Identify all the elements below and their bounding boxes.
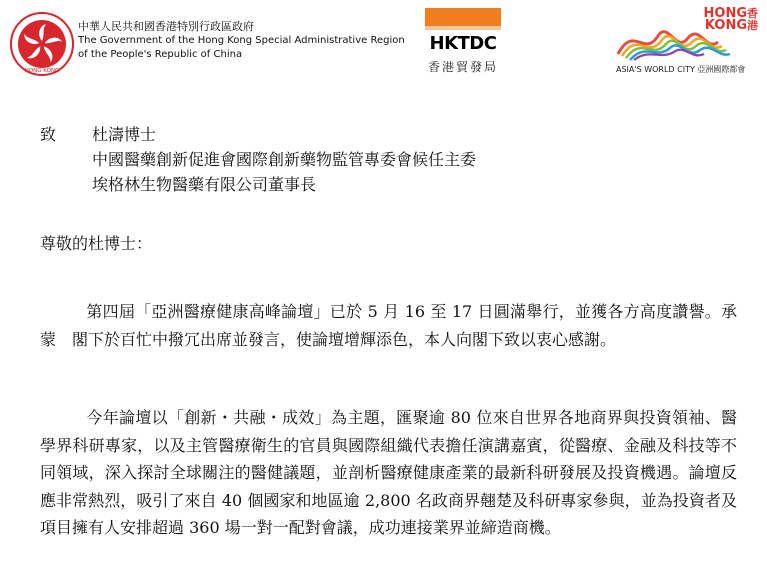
- brand-hong-kong-tagline: ASIA'S WORLD CITY 亞洲國際都會: [616, 65, 746, 74]
- body-paragraph-2: 今年論壇以「創新・共融・成效」為主題，匯聚逾 80 位來自世界各地商界與投資領袖、醫學界科研專家，以及主管醫療衛生的官員與國際組織代表擔任演講嘉賓，從醫療、金融及科技等不同領域，深入探討全球關注的醫健議題，並剖析醫療健康產業的最新科研發展及投資機遇。論壇反應非常熱烈，吸引了來自 40 個國家和地區逾 2,800 名政商界翹楚及科研專家參與，並為投資者及項目擁有人安排超過 360 場一對一配對會議，成功連接業界並締造商機。: [40, 408, 737, 537]
- wordmark-zh-1: 香: [747, 7, 758, 20]
- wordmark-zh-2: 港: [747, 19, 758, 32]
- hktdc-logo: [425, 8, 501, 72]
- brand-hong-kong-wordmark: [704, 8, 758, 32]
- salutation: 尊敬的杜博士：: [40, 234, 153, 253]
- addressee-to-label: 致: [40, 125, 57, 144]
- government-name-en-line2: of the People's Republic of China: [78, 49, 243, 60]
- brand-hong-kong-logo: [614, 6, 762, 76]
- government-name: [78, 20, 405, 62]
- government-name-en-line1: The Government of the Hong Kong Special Administrative Region: [78, 35, 405, 46]
- addressee-name: 杜濤博士: [92, 125, 157, 144]
- letterhead: [0, 0, 767, 90]
- government-name-zh: 中華人民共和國香港特別行政區政府: [78, 20, 254, 33]
- hktdc-mark-icon: [425, 8, 501, 52]
- body-paragraph-1: 第四屆「亞洲醫療健康高峰論壇」已於 5 月 16 至 17 日圓滿舉行，並獲各方高度讚譽。承蒙 閣下於百忙中撥冗出席並發言，使論壇增輝添色，本人向閣下致以衷心感謝。: [40, 302, 737, 349]
- wordmark-hong: HONG: [703, 6, 747, 21]
- hksar-emblem-icon: [10, 12, 74, 76]
- hktdc-logo-text: HKTDC: [429, 33, 497, 52]
- wordmark-kong: KONG: [704, 18, 747, 33]
- addressee-title-1: 中國醫藥創新促進會國際創新藥物監管專委會候任主委: [92, 150, 477, 169]
- hktdc-name-zh: 香港貿發局: [427, 60, 498, 74]
- emblem-text: HONG KONG: [24, 68, 60, 74]
- addressee-title-2: 埃格林生物醫藥有限公司董事長: [92, 175, 317, 194]
